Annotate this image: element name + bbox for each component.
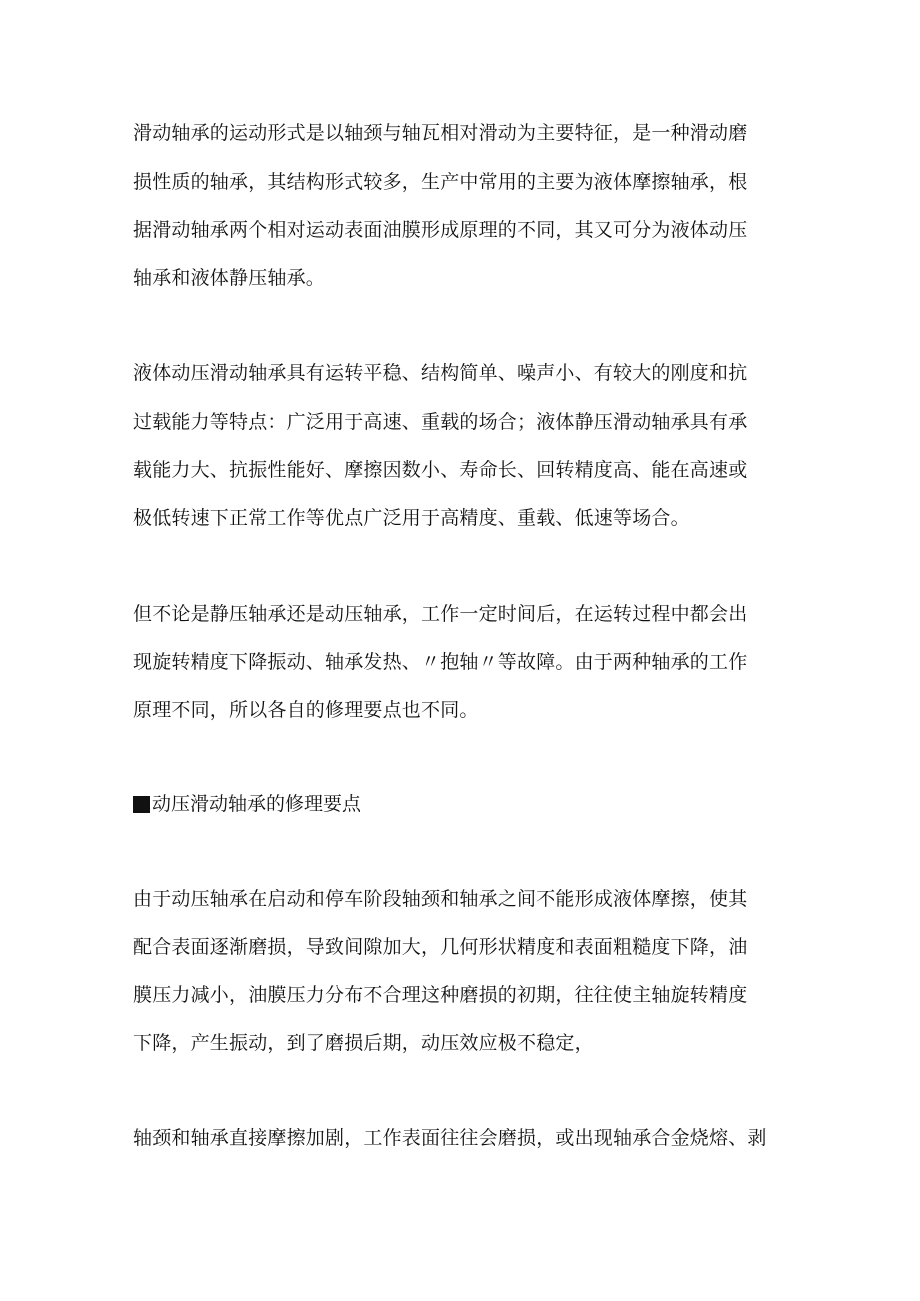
paragraph-4-line-2: 配合表面逐渐磨损，导致间隙加大，几何形状精度和表面粗糙度下降，油	[133, 936, 748, 958]
paragraph-2-line-1: 液体动压滑动轴承具有运转平稳、结构简单、噪声小、有较大的刚度和抗	[133, 362, 748, 384]
paragraph-1-line-2: 损性质的轴承，其结构形式较多，生产中常用的主要为液体摩擦轴承，根	[133, 171, 748, 193]
paragraph-2-line-2: 过载能力等特点：广泛用于高速、重载的场合；液体静压滑动轴承具有承	[133, 411, 748, 433]
paragraph-3-line-1: 但不论是静压轴承还是动压轴承，工作一定时间后，在运转过程中都会出	[133, 603, 748, 625]
paragraph-4-line-1: 由于动压轴承在启动和停车阶段轴颈和轴承之间不能形成液体摩擦，使其	[133, 888, 748, 910]
paragraph-2-line-4: 极低转速下正常工作等优点广泛用于高精度、重载、低速等场合。	[133, 507, 690, 529]
paragraph-1-line-4: 轴承和液体静压轴承。	[133, 267, 326, 289]
black-square-icon	[133, 796, 150, 813]
paragraph-1-line-1: 滑动轴承的运动形式是以轴颈与轴瓦相对滑动为主要特征，是一种滑动磨	[133, 122, 748, 144]
section-heading-text: 动压滑动轴承的修理要点	[152, 793, 362, 815]
paragraph-2-line-3: 载能力大、抗振性能好、摩擦因数小、寿命长、回转精度高、能在高速或	[133, 459, 748, 481]
paragraph-3-line-2: 现旋转精度下降振动、轴承发热、〃抱轴〃等故障。由于两种轴承的工作	[133, 651, 748, 673]
paragraph-4-line-4: 下降，产生振动，到了磨损后期，动压效应极不稳定，	[133, 1032, 594, 1054]
paragraph-1-line-3: 据滑动轴承两个相对运动表面油膜形成原理的不同，其又可分为液体动压	[133, 219, 748, 241]
paragraph-3-line-3: 原理不同，所以各自的修理要点也不同。	[133, 699, 479, 721]
paragraph-4-line-3: 膜压力减小，油膜压力分布不合理这种磨损的初期，往往使主轴旋转精度	[133, 984, 748, 1006]
paragraph-5-line-1: 轴颈和轴承直接摩擦加剧，工作表面往往会磨损，或出现轴承合金烧熔、剥	[133, 1127, 767, 1149]
section-heading	[133, 792, 361, 816]
